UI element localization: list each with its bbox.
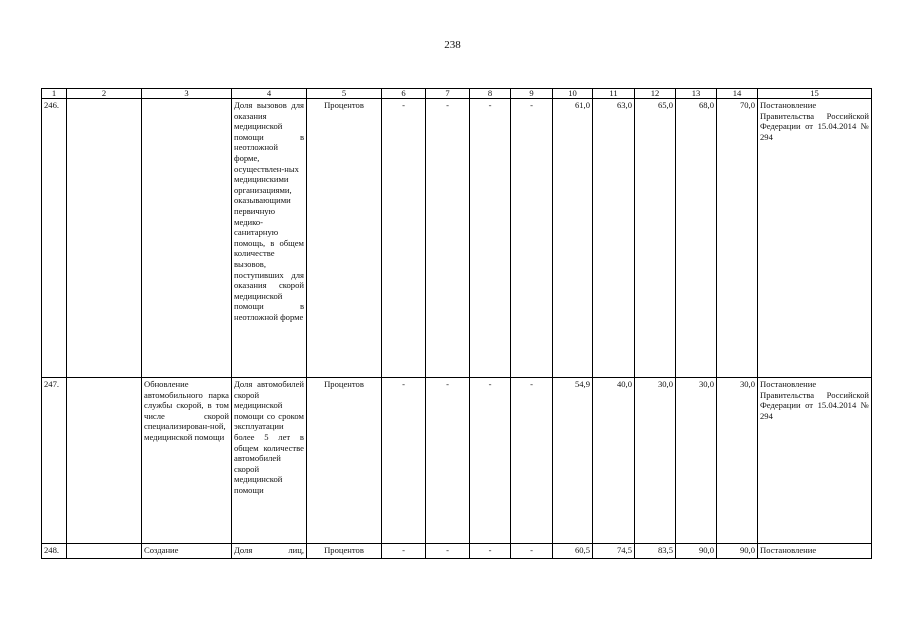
cell-value: - (470, 99, 511, 378)
cell-event: Создание (142, 544, 232, 559)
cell-unit: Процентов (307, 99, 382, 378)
header-cell: 7 (426, 89, 470, 99)
indicators-table (41, 88, 872, 559)
cell-value: 70,0 (717, 99, 758, 378)
cell-col2 (67, 99, 142, 378)
cell-value: 61,0 (553, 99, 593, 378)
cell-indicator: Доля лиц, (232, 544, 307, 559)
header-cell: 13 (676, 89, 717, 99)
header-cell: 1 (42, 89, 67, 99)
cell-value: - (426, 378, 470, 544)
cell-col2 (67, 544, 142, 559)
header-cell: 3 (142, 89, 232, 99)
header-cell: 2 (67, 89, 142, 99)
table-row (42, 544, 872, 559)
row-number: 246. (42, 99, 67, 378)
table-row (42, 378, 872, 544)
header-cell: 14 (717, 89, 758, 99)
cell-unit: Процентов (307, 544, 382, 559)
cell-value: - (511, 544, 553, 559)
cell-value: 74,5 (593, 544, 635, 559)
header-cell: 4 (232, 89, 307, 99)
row-number: 247. (42, 378, 67, 544)
cell-value: - (426, 99, 470, 378)
cell-value: - (382, 378, 426, 544)
header-cell: 11 (593, 89, 635, 99)
cell-basis: Постановление Правительства Российской Федерации от 15.04.2014 № 294 (758, 378, 872, 544)
cell-indicator: Доля автомобилей скорой медицинской помощи со сроком эксплуатации более 5 лет в общем количестве автомобилей скорой медицинской помощи (232, 378, 307, 544)
cell-value: - (382, 544, 426, 559)
cell-value: 40,0 (593, 378, 635, 544)
cell-event (142, 99, 232, 378)
cell-basis: Постановление Правительства Российской Федерации от 15.04.2014 № 294 (758, 99, 872, 378)
header-cell: 6 (382, 89, 426, 99)
page-number: 238 (444, 39, 461, 51)
cell-value: - (470, 544, 511, 559)
cell-value: 30,0 (635, 378, 676, 544)
cell-value: 68,0 (676, 99, 717, 378)
row-number: 248. (42, 544, 67, 559)
cell-value: 54,9 (553, 378, 593, 544)
cell-value: 90,0 (676, 544, 717, 559)
cell-value: 60,5 (553, 544, 593, 559)
cell-value: 63,0 (593, 99, 635, 378)
cell-value: 30,0 (676, 378, 717, 544)
header-cell: 5 (307, 89, 382, 99)
cell-value: - (426, 544, 470, 559)
cell-basis: Постановление (758, 544, 872, 559)
cell-event: Обновление автомобильного парка службы скорой, в том числе скорой специализирован-ной, медицинской помощи (142, 378, 232, 544)
cell-value: 90,0 (717, 544, 758, 559)
cell-value: 65,0 (635, 99, 676, 378)
header-cell: 9 (511, 89, 553, 99)
cell-value: - (511, 378, 553, 544)
header-cell: 15 (758, 89, 872, 99)
header-cell: 10 (553, 89, 593, 99)
cell-value: 30,0 (717, 378, 758, 544)
cell-value: 83,5 (635, 544, 676, 559)
header-cell: 12 (635, 89, 676, 99)
cell-value: - (511, 99, 553, 378)
cell-indicator: Доля вызовов для оказания медицинской помощи в неотложной форме, осуществлен-ных медицинскими организациями, оказывающими первичную медико-санитарную помощь, в общем количестве вызовов, поступивших для оказания скорой медицинской помощи в неотложной форме (232, 99, 307, 378)
table-row (42, 99, 872, 378)
cell-col2 (67, 378, 142, 544)
header-cell: 8 (470, 89, 511, 99)
cell-value: - (470, 378, 511, 544)
header-row (42, 89, 872, 99)
cell-unit: Процентов (307, 378, 382, 544)
cell-value: - (382, 99, 426, 378)
